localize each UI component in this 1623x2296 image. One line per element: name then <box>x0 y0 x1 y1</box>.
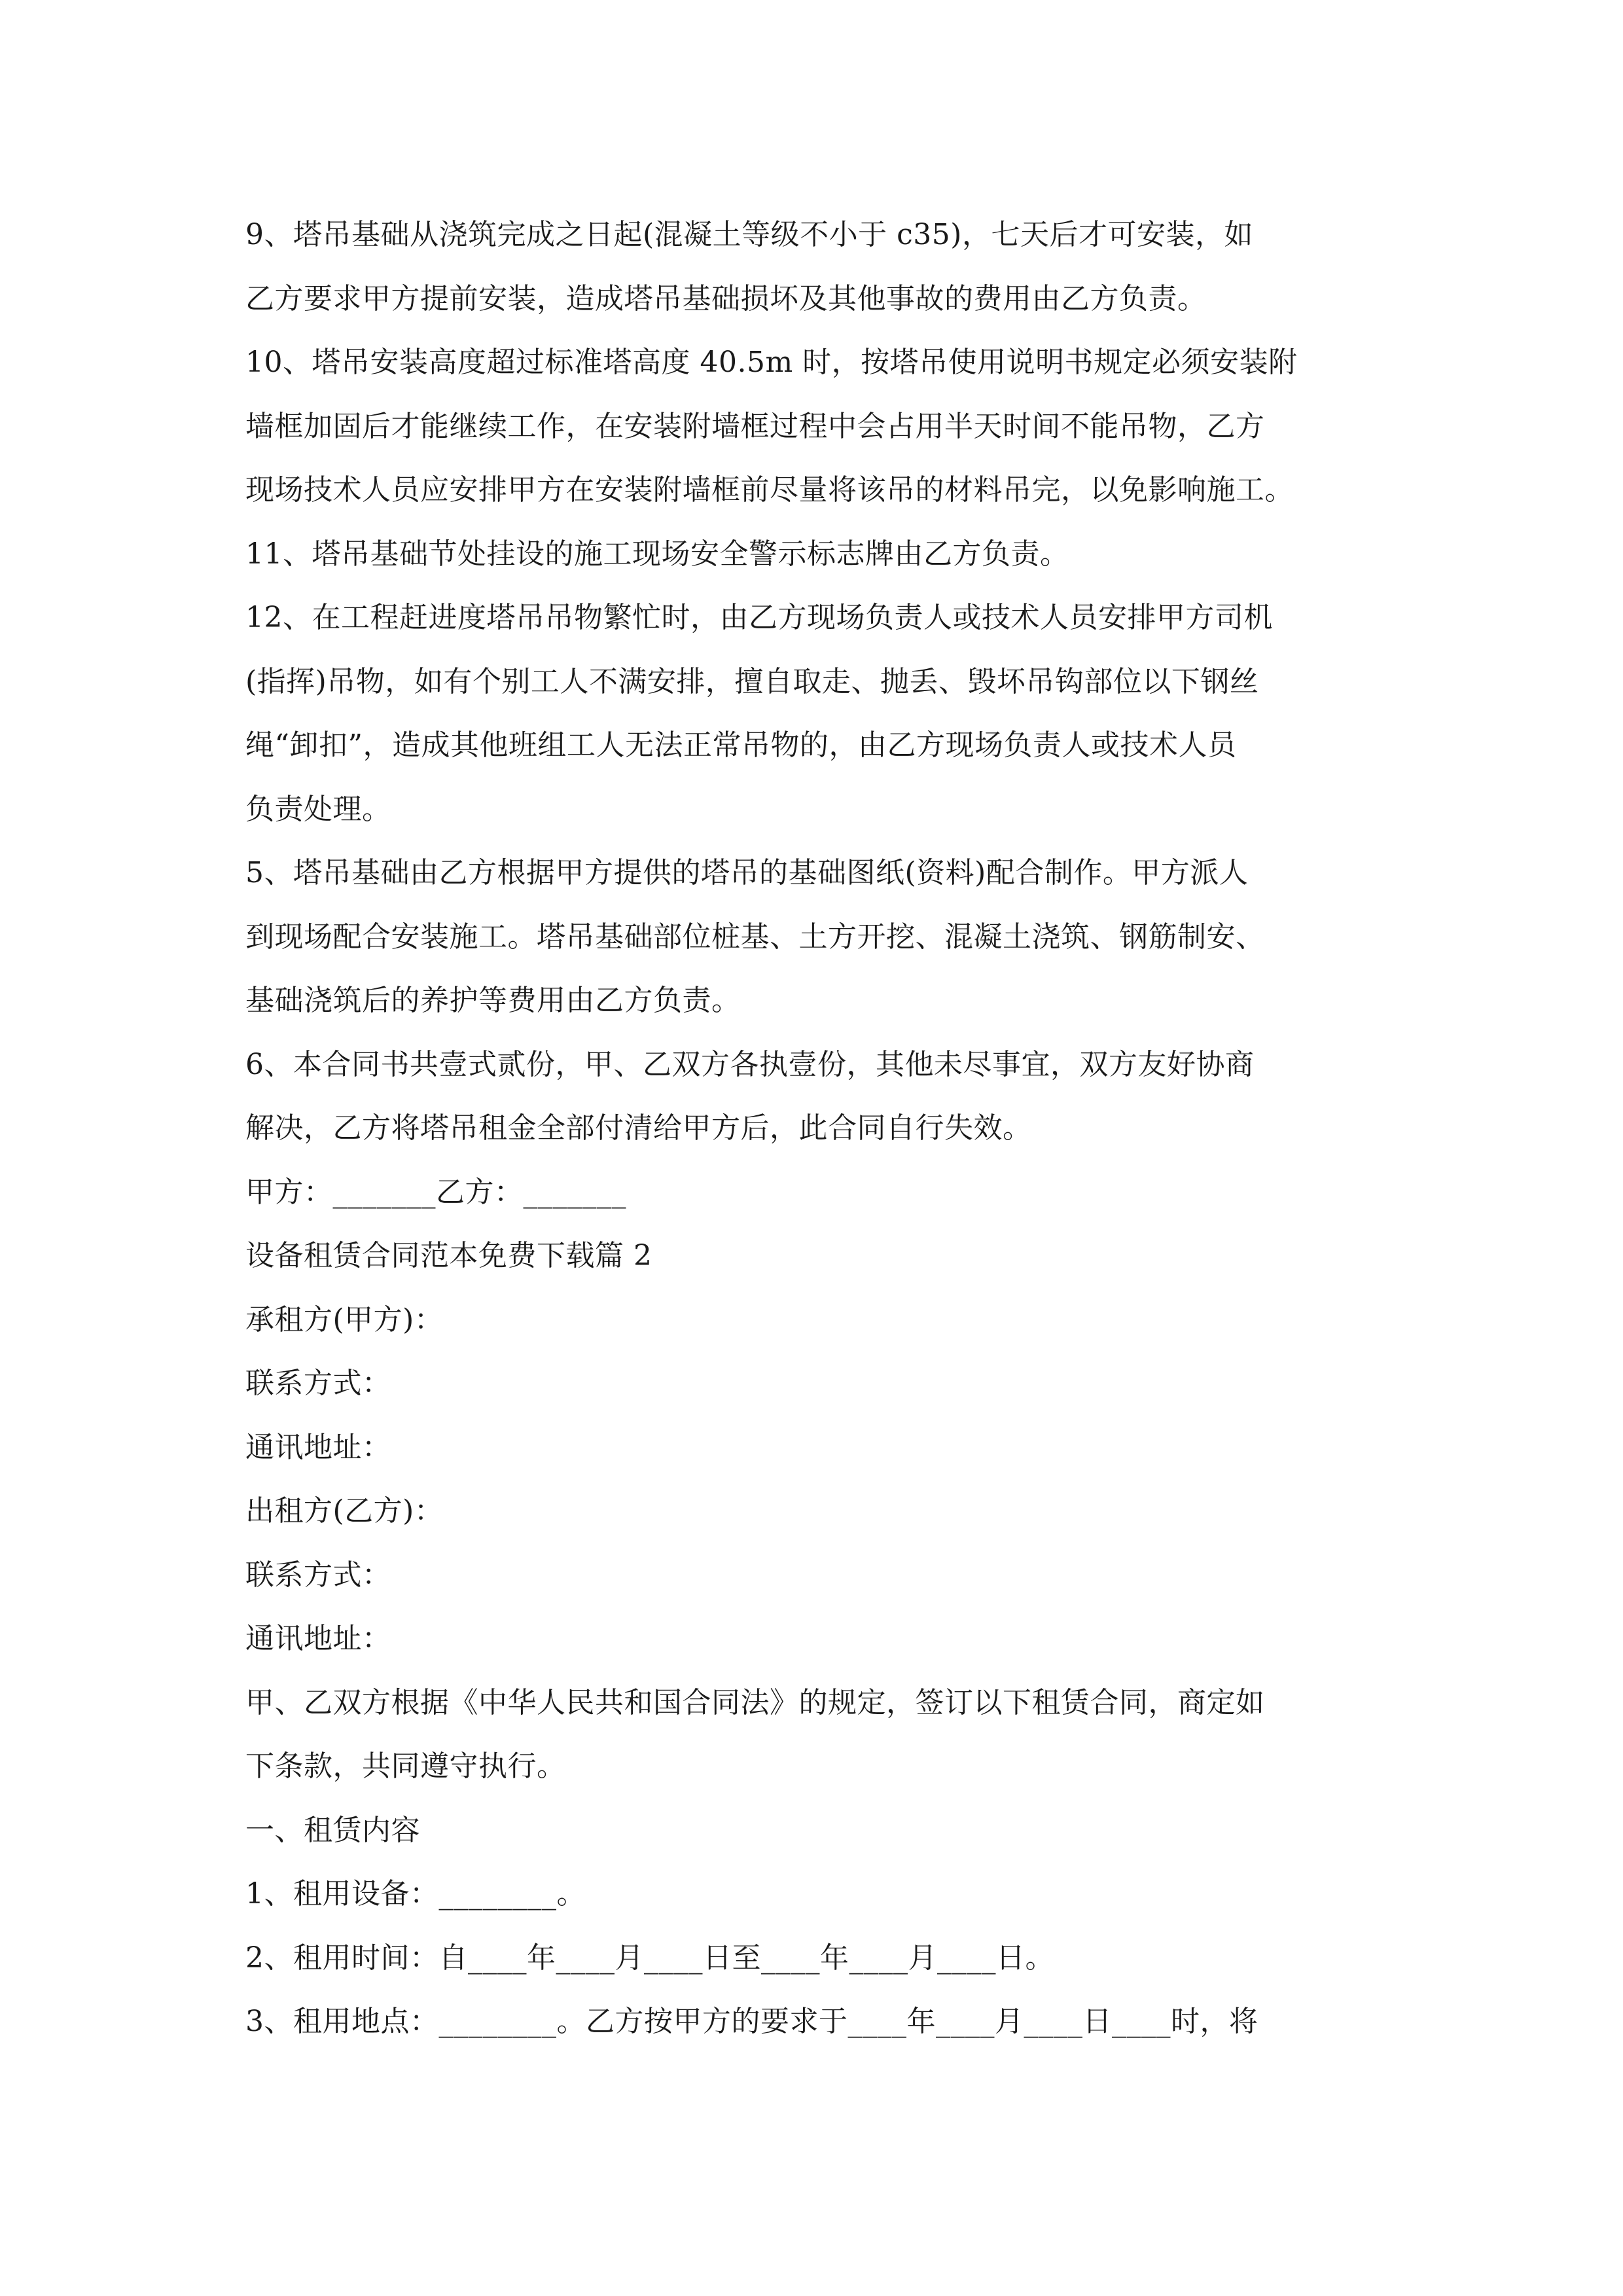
text-line: 12、在工程赶进度塔吊吊物繁忙时，由乙方现场负责人或技术人员安排甲方司机 <box>245 601 1273 634</box>
text-line: 墙框加固后才能继续工作，在安装附墙框过程中会占用半天时间不能吊物，乙方 <box>245 409 1265 443</box>
field-label: 通讯地址： <box>245 1430 391 1464</box>
field-label: 出租方(乙方)： <box>245 1494 444 1528</box>
field-label: 通讯地址： <box>245 1622 391 1655</box>
text-line: 绳“卸扣”，造成其他班组工人无法正常吊物的，由乙方现场负责人或技术人员 <box>245 728 1237 762</box>
section-heading: 设备租赁合同范本免费下载篇 2 <box>245 1239 652 1272</box>
text-line: 2、租用时间：自____年____月____日至____年____月____日。 <box>245 1941 1054 1975</box>
text-line: 甲、乙双方根据《中华人民共和国合同法》的规定，签订以下租赁合同，商定如 <box>245 1685 1265 1719</box>
text-line: 11、塔吊基础节处挂设的施工现场安全警示标志牌由乙方负责。 <box>245 537 1069 571</box>
text-line: (指挥)吊物，如有个别工人不满安排，擅自取走、抛丢、毁坏吊钩部位以下钢丝 <box>245 664 1259 698</box>
text-line: 3、租用地点：________。乙方按甲方的要求于____年____月____日____时，将 <box>245 2005 1258 2038</box>
signature-line: 甲方：_______乙方：_______ <box>245 1175 626 1209</box>
text-line: 6、本合同书共壹式贰份，甲、乙双方各执壹份，其他未尽事宜，双方友好协商 <box>245 1047 1255 1081</box>
text-line: 现场技术人员应安排甲方在安装附墙框前尽量将该吊的材料吊完，以免影响施工。 <box>245 473 1294 507</box>
text-line: 负责处理。 <box>245 792 391 826</box>
field-label: 联系方式： <box>245 1558 391 1592</box>
text-line: 解决，乙方将塔吊租金全部付清给甲方后，此合同自行失效。 <box>245 1111 1032 1145</box>
section-heading: 一、租赁内容 <box>245 1813 420 1847</box>
text-line: 到现场配合安装施工。塔吊基础部位桩基、土方开挖、混凝土浇筑、钢筋制安、 <box>245 920 1265 954</box>
text-line: 1、租用设备：________。 <box>245 1877 586 1910</box>
text-line: 10、塔吊安装高度超过标准塔高度 40.5m 时，按塔吊使用说明书规定必须安装附 <box>245 346 1298 379</box>
document-body <box>245 203 1387 2054</box>
text-line: 下条款，共同遵守执行。 <box>245 1749 566 1783</box>
text-line: 乙方要求甲方提前安装，造成塔吊基础损坏及其他事故的费用由乙方负责。 <box>245 281 1207 315</box>
text-line: 基础浇筑后的养护等费用由乙方负责。 <box>245 984 741 1017</box>
field-label: 联系方式： <box>245 1367 391 1400</box>
field-label: 承租方(甲方)： <box>245 1302 444 1336</box>
text-line: 9、塔吊基础从浇筑完成之日起(混凝土等级不小于 c35)，七天后才可安装，如 <box>245 218 1253 251</box>
text-line: 5、塔吊基础由乙方根据甲方提供的塔吊的基础图纸(资料)配合制作。甲方派人 <box>245 856 1249 889</box>
